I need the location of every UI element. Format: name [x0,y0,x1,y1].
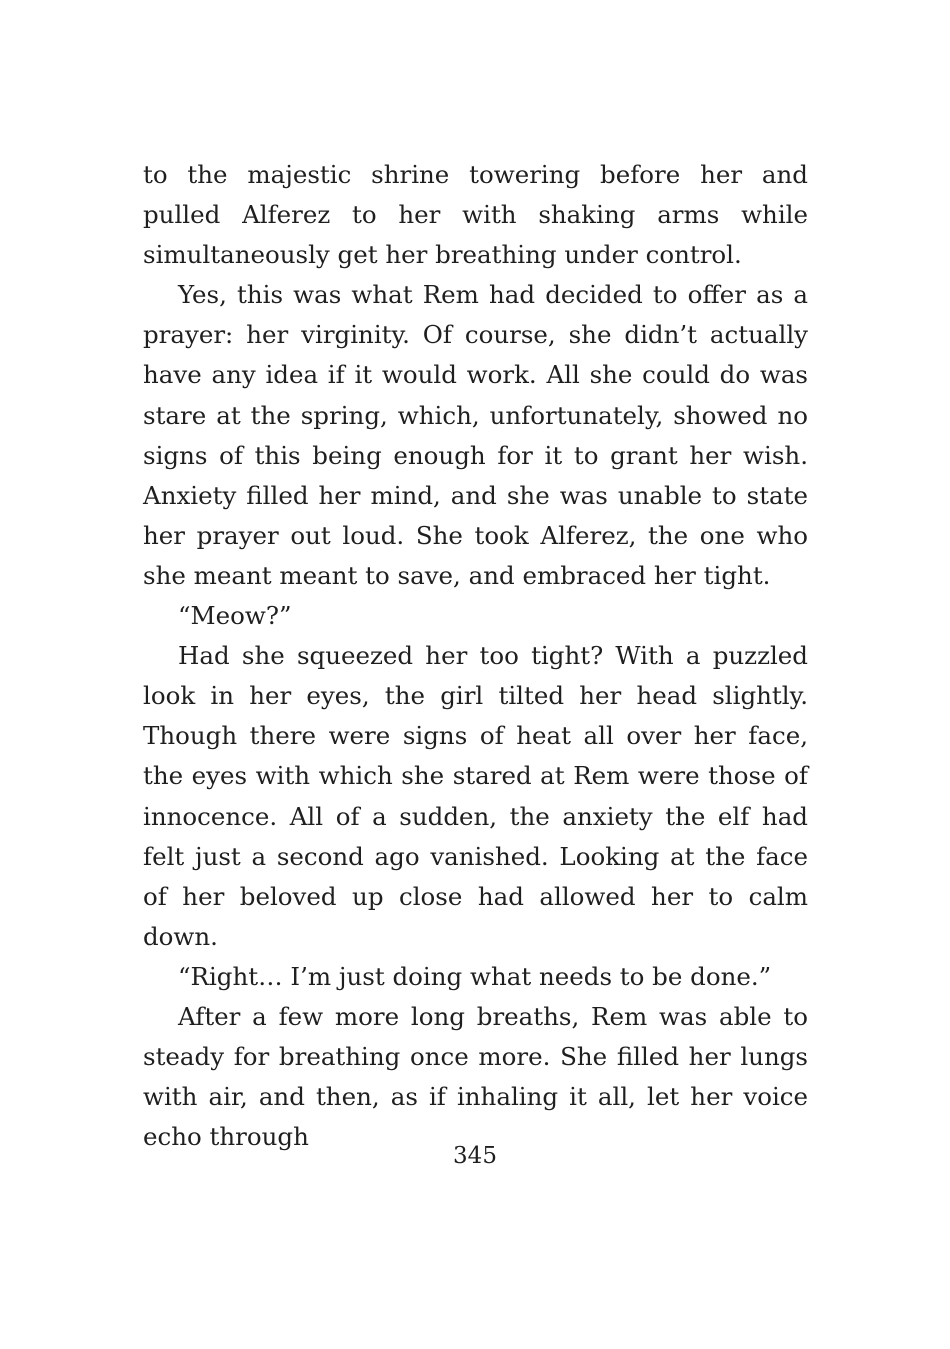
page-number: 345 [453,1143,497,1169]
paragraph-4: Had she squeezed her too tight? With a puzzled look in her eyes, the girl tilted her head slightly. Though there were signs of heat all over her face, the eyes with which she stared at Rem were those of innocence. All of a sudden, the anxiety the elf had felt just a second ago vanished. Looking at the face of her beloved up close had allowed her to calm down. [143,641,808,951]
body-text [143,155,808,1157]
paragraph-2: Yes, this was what Rem had decided to offer as a prayer: her virginity. Of course, she didn’t actually have any idea if it would work. All she could do was stare at the spring, which, unfortunately, showed no signs of this being enough for it to grant her wish. Anxiety filled her mind, and she was unable to state her prayer out loud. She took Alferez, the one who she meant meant to save, and embraced her tight. [143,280,808,590]
paragraph-5: “Right… I’m just doing what needs to be done.” [178,961,772,991]
paragraph-1: to the majestic shrine towering before her and pulled Alferez to her with shaking arms while simultaneously get her breathing under control. [143,160,808,270]
paragraph-3: “Meow?” [178,601,292,631]
paragraph-6: After a few more long breaths, Rem was able to steady for breathing once more. She filled her lungs with air, and then, as if inhaling it all, let her voice echo through [143,1001,808,1152]
